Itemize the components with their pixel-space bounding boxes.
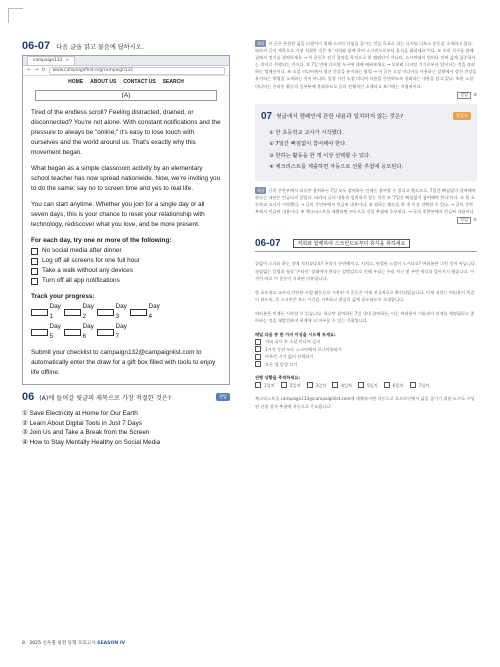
translation-days [255,382,477,390]
checkbox[interactable] [64,329,81,336]
forward-arrow-icon[interactable]: → [34,67,39,73]
nav-home[interactable]: HOME [68,79,84,85]
back-arrow-icon[interactable]: ← [27,67,32,73]
question-number: 06 [22,391,35,403]
day-label: 7일차 [418,382,430,388]
day-checkbox[interactable] [31,302,64,322]
explanation-07 [255,187,477,215]
day-label: Day 6 [82,323,94,340]
checkbox[interactable] [97,329,114,336]
answer-options [22,409,230,447]
nav-contact-us[interactable]: CONTACT US [123,79,156,85]
answer-option[interactable]: ③ 한하는 활동을 한 개 이상 선택할 수 있다. [269,152,371,159]
translation-paragraph: 한 초등학교 교사의 간단한 수업 활동으로 시작된 이 운동은 이제 전국적으로 확산되었습니다. 이제 저희는 여러분이 똑같이 하도록, 즉 스크린은 보는 시간을 거부하고 현실의 삶에 몰두하도록 초대합니다. [255,289,475,303]
browser-address-bar [23,66,229,76]
answer-option[interactable]: ② 7일간 빠짐없이 참여해야 한다. [269,141,347,148]
checklist-label: No social media after dinner [42,247,122,254]
checkbox [410,382,416,388]
translation-paragraph: 여러분은 언제든 시작할 수 있습니다. 하루만 참여하든 7일 내내 참여하든, 이는 여러분이 기술과의 관계를 재정립하고 좋아하는 것을 재발견하며 현재에 더 머무를 수 있는 기회입니다. [255,310,475,324]
browser-tab-bar [23,56,229,66]
question-header-06 [22,391,230,403]
day-item [255,382,278,390]
day-item [410,382,433,390]
question-header-07 [261,111,471,122]
close-icon[interactable]: × [65,58,70,63]
question-07-box [255,104,477,181]
answer-badge: 정답 [457,217,471,224]
crop-mark [8,8,23,23]
season-label: SEASON IV [97,641,126,646]
day-checklist [31,302,171,342]
translation-check-item [255,361,477,369]
day-label: 3일차 [315,382,327,388]
checkbox [255,339,261,345]
checklist-item[interactable] [31,276,221,286]
checkbox[interactable] [31,248,38,255]
day-label: 4일차 [341,382,353,388]
checkbox [307,382,313,388]
site-nav [23,76,229,87]
question-type-tag: 불일치 [453,112,471,120]
progress-heading: Track your progress: [31,293,95,300]
answer-value: ② [473,218,477,224]
day-label: Day 7 [115,323,127,340]
check-label: 저녁 식사 후 소셜 미디어 금지 [265,339,321,345]
answer-tag: 정답 [216,393,230,401]
translation-check-item [255,353,477,361]
page-number: 8 [22,641,25,646]
day-item [384,382,407,390]
closing-paragraph: Submit your checklist to campaign132@campaignlist.com to automatically enter the draw for a gift box filled with tools to enjoy life offline. [31,349,216,376]
translation-section [255,238,477,410]
day-item [281,382,304,390]
question-instruction: 다음 글을 읽고 물음에 답하시오. [56,44,144,51]
browser-tab[interactable] [27,56,75,65]
page-footer [22,640,125,646]
body-paragraph: You can start anytime. Whether you join for a single day or all seven days, this is your chance to reset your relationship with technology, rediscover what you love, and be more present. [31,201,205,228]
checklist-label: Take a walk without any devices [42,267,133,274]
answer-option[interactable]: ② Learn About Digital Tools in Just 7 Days [22,419,142,427]
answer-option[interactable]: ④ 체크리스트를 제출하면 자동으로 선물 추첨에 응모된다. [269,164,404,171]
translation-title: 저희와 함께하여 스크린으로부터 휴식을 취하세요 [293,239,411,248]
day-label: Day 4 [148,303,160,320]
answer-badge: 정답 [457,92,471,99]
left-column [22,40,230,447]
answer-option[interactable]: ③ Join Us and Take a Break from the Screen [22,429,150,436]
translation-paragraph: 끝없이 스크롤 하는 것에 지치셨나요? 주의가 산만해지고, 지치고, 단절된 느낌이 드시나요? 여러분만 그런 것이 아닙니다. 끊임없는 알림과 항상 '온라인' 상태여야 한다는 압박감으로 인해 우리는 우리 자신 및 주변 세상과 멀어지기 쉽습니다. 이것이 바로 이 운동이 시작된 이유입니다. [255,261,477,282]
checkbox [255,354,261,360]
checklist-item[interactable] [31,266,221,276]
day-checkbox[interactable] [97,322,130,342]
checkbox[interactable] [97,309,114,316]
right-column [255,40,477,410]
checkbox[interactable] [31,278,38,285]
checkbox[interactable] [130,309,147,316]
question-header-0607 [22,40,230,52]
body-paragraph: What began as a simple classroom activity by an elementary school teacher has now spread nationwide. Now, we're inviting you to do the same: say no to screen time and yes to real life. [31,165,221,192]
explanation-text: 글의 중반부에서 하루만 참여하든 7일 모두 참여하든 언제든 참여할 수 있다고 했으므로, 7일간 빠짐없이 참여해야 한다는 내용은 언급되지 않았다. 따라서 글의 내용과 일치하지 않는 것은 ② '7일간 빠짐없이 참여해야 한다'이다. ① 한 초등학교 교사가 시작했다. → 글의 중반부에서 언급된 내용이다. ③ 원하는 활동을 한 개 이상 선택할 수 있다. → 글의 중반부에서 언급된 내용이다. ④ 체크리스트를 제출하면 자동으로 선물 추첨에 응모된다. → 글의 후반부에서 언급된 내용이다. [255,187,476,214]
question-number: 07 [261,110,273,122]
section-number: 06-07 [255,238,281,250]
answer-option[interactable]: ④ How to Stay Mentally Healthy on Social Media [22,438,161,446]
day-checkbox[interactable] [64,302,97,322]
translation-body [255,260,477,410]
checkbox [281,382,287,388]
checkbox [255,346,261,352]
check-label: 모든 앱 알림 끄기 [265,361,298,367]
checkbox [255,361,261,367]
day-label: 5일차 [367,382,378,388]
translation-check-item [255,346,477,354]
answer-value: ③ [473,92,477,98]
translation-progress-heading: 진행 상황을 추적하세요: [255,375,301,381]
try-heading: For each day, try one or more of the following: [31,237,172,244]
refresh-icon[interactable]: ↻ [41,67,46,73]
answer-reference [255,217,477,223]
checkbox[interactable] [31,268,38,275]
day-label: Day 3 [115,303,127,320]
day-checkbox[interactable] [130,302,163,322]
nav-search[interactable]: SEARCH [162,79,184,85]
answer-option[interactable]: ① Save Electricity at Home for Our Earth [22,410,138,417]
translation-check-item [255,338,477,346]
day-label: Day 1 [49,303,61,320]
page-body [23,87,229,384]
day-label: Day 2 [82,303,94,320]
translation-try-heading: 매일 다음 중 한 가지 이상을 시도해 보세요: [255,331,336,337]
explanation-text: 이 글은 온전한 삶을 되찾아기 위해 스크린 타임을 줄이는 것을 목표로 하는 디지털 디톡스 운동을 소개하고 있다. 따라서 글의 제목으로 가장 적절한 것은 ③ '저희와 함께 하여 스크린으로부터 휴식을 취하세요'이다. ① 우리 지구를 위해 집에서 전기를 절약하세요 → 이 운동은 전기 절약을 목적으로 한 캠페인이 아니라, 스크린에서 벗어나 진짜 삶에 집중하자는 의미로 진행되는 것이다. ② 7일 만에 디지털 도구에 대해 배워보세요 → 오히려 디지털 기기로부터 멀어지는 것을 장려하는 캠페인이다. ④ 소셜 미디어에서 정신 건강을 유지하는 방법 → 이 글은 소셜 미디어를 사용하는 상황에서 정신 건강을 유지하는 방법을 소개하는 것이 아니라, 일정 시간 소셜 미디어 사용을 중단하도록 장려하는 내용을 담고 있다. 또한 소셜 미디어는 온라인 활동의 일부분에 불과하므로 글의 전체적인 소재라고 보기에는 지엽적이다. [255,41,477,89]
series-title: · 2025 신우철 실전 동형 모의고사 [26,641,96,646]
translation-header [255,238,477,252]
checkbox [255,382,261,388]
check-label: 1시간 동안 모든 스크린에서 로그아웃하기 [265,346,342,352]
answer-options [261,128,471,174]
day-item [307,382,330,390]
check-label: 아무런 기기 없이 산책하기 [265,354,314,360]
question-title: (A)에 들어갈 윗글의 제목으로 가장 적절한 것은? [39,394,171,402]
body-paragraph: Tired of the endless scroll? Feeling distracted, drained, or disconnected? You're not alone. With constant notifications and the pressure to always be "online," it's easy to lose touch with ourselves and the world around us. That's exactly why this movement began. [31,109,221,156]
checkbox [332,382,338,388]
browser-mockup [22,55,230,385]
day-checkbox[interactable] [31,322,64,342]
day-item [358,382,381,390]
checkbox [384,382,390,388]
explanation-badge: 해설 [257,41,265,46]
question-title: 윗글에서 캠페인에 관한 내용과 일치하지 않는 것은? [276,114,404,121]
day-label: 6일차 [392,382,404,388]
checkbox[interactable] [31,258,38,265]
checklist-item[interactable] [31,256,221,266]
translation-closing: 체크리스트를 campaign132@campaignlist.com에 제출하시면 자동으로 오프라인에서 삶을 즐기기 위한 도구로 구성된 선물 상자 추첨에 자동으로 응모됩니다. [255,396,475,409]
day-checkbox[interactable] [64,322,97,342]
explanation-badge: 해설 [257,187,265,193]
checklist-item[interactable] [31,246,221,256]
checklist-label: Turn off all app notifications [42,277,120,284]
day-label: Day 5 [49,323,61,340]
checklist-label: Log off all screens for one full hour [42,257,140,264]
blank-title-box: (A) [35,90,217,101]
answer-reference [255,92,477,98]
checkbox[interactable] [64,309,81,316]
day-item [332,382,355,390]
nav-about-us[interactable]: ABOUT US [90,79,117,85]
checkbox[interactable] [31,329,48,336]
checkbox[interactable] [31,309,48,316]
checkbox [358,382,364,388]
day-checkbox[interactable] [97,302,130,322]
day-label: 1일차 [264,382,275,388]
answer-option[interactable]: ① 한 초등학교 교사가 시작했다. [269,129,344,136]
url-field[interactable]: www.campaignfirst.org/campaign132 [49,67,225,75]
explanation-06 [255,40,477,90]
question-number: 06-07 [22,40,51,52]
day-label: 2일차 [289,382,301,388]
browser-tab-label: campaign132 [33,58,63,63]
